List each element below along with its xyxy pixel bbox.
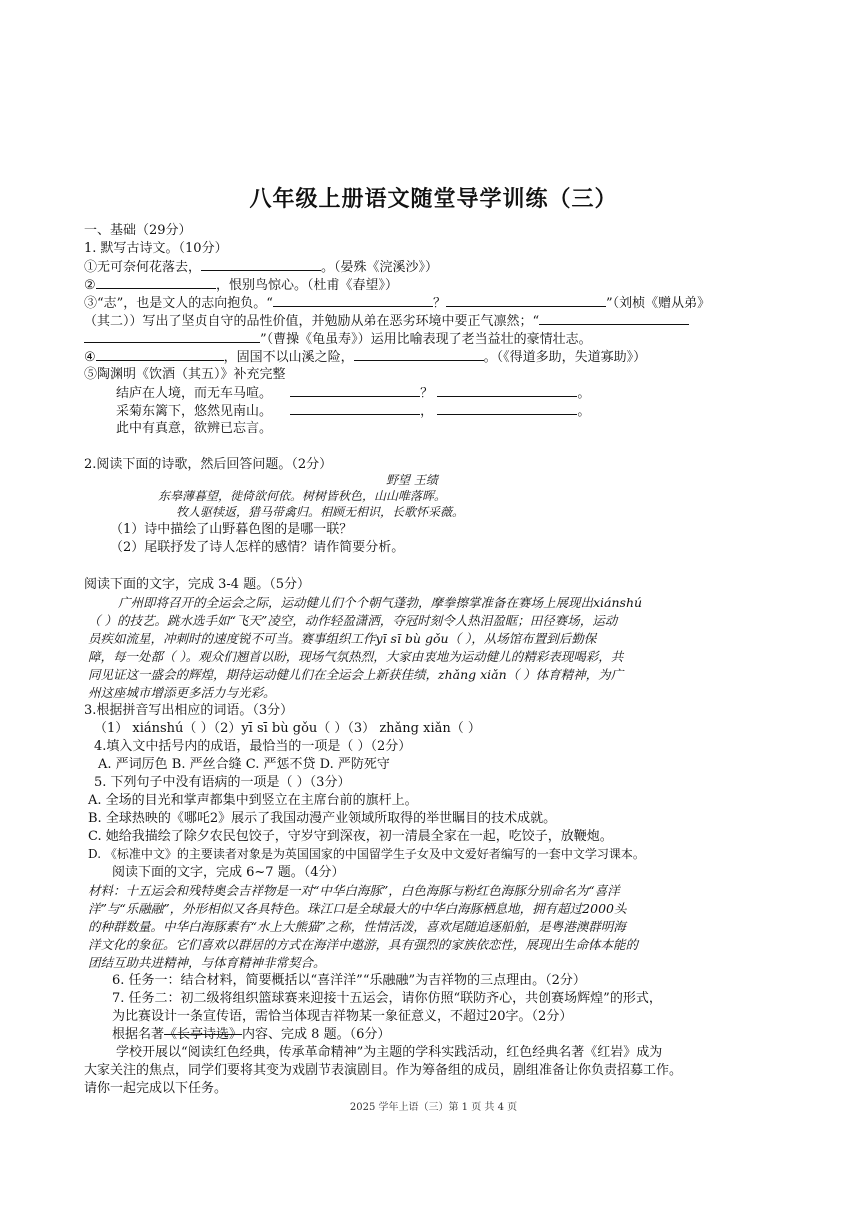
poem-line-1 — [116, 384, 590, 402]
q8-heading — [112, 1026, 390, 1043]
q1-line6-text-b: 。（《得道多助，失道寡助》） — [483, 350, 647, 365]
q8-paragraph-line: 大家关注的焦点，同学们要将其变为戏剧节表演剧目。作为筹备组的成员，剧组准备让你负责招募工作。 — [84, 1063, 683, 1078]
q1-line4 — [84, 312, 689, 330]
material-line: 材料：十五运会和残特奥会吉祥物是一对“中华白海豚”，白色海豚与粉红色海豚分别命名为“喜洋 — [88, 883, 620, 898]
poem-line-1-mark-a: ？ — [420, 386, 434, 401]
poem-line-2-text: 采菊东篱下，悠然见南山。 — [116, 404, 273, 419]
q1-line1-text-b: 。（晏殊《浣溪沙》） — [321, 260, 439, 275]
poem-line-2-mark-b: 。 — [577, 404, 591, 419]
q2-subquestion-2: （2）尾联抒发了诗人怎样的感情？请作简要分析。 — [110, 540, 405, 555]
material-line: 团结互助共进精神，与体育精神非常契合。 — [88, 955, 326, 970]
q1-line7: ⑤陶渊明《饮酒（其五）》补充完整 — [84, 367, 286, 382]
q8-paragraph-line: 请你一起完成以下任务。 — [84, 1081, 228, 1096]
material-line: 洋文化的象征。它们喜欢以群居的方式在海洋中遨游，具有强烈的家族依恋性，展现出生命体本能的 — [88, 937, 639, 952]
q1-line4-text: （其二））写出了坚贞自守的品性价值，并勉励从弟在恶劣环境中要正气凛然；“ — [84, 314, 540, 329]
q1-line2-text: ，恨别鸟惊心。（杜甫《春望》） — [216, 278, 399, 293]
answer-blank[interactable] — [96, 348, 224, 361]
q1-line1 — [84, 258, 438, 276]
answer-blank[interactable] — [437, 402, 577, 415]
poem-line-3: 此中有真意，欲辨已忘言。 — [116, 421, 273, 436]
q7-task-line2: 为比赛设计一条宣传语，需恰当体现吉祥物某一象征意义，不超过20字。（2分） — [112, 1009, 573, 1024]
q5-option-b: B. 全球热映的《哪吒2》展示了我国动漫产业领域所取得的举世瞩目的技术成就。 — [88, 811, 557, 826]
q6-task: 6. 任务一：结合材料，简要概括以“喜洋洋”“乐融融”为吉祥物的三点理由。（2分） — [112, 973, 586, 988]
q7-task-line1: 7. 任务二：初二级将组织篮球赛来迎接十五运会，请你仿照“联防齐心，共创赛场辉煌”的形式， — [112, 991, 662, 1006]
page-title: 八年级上册语文随堂导学训练（三） — [249, 187, 618, 212]
q8-heading-struck: 《长亭诗选》 — [164, 1027, 243, 1042]
material-line: 的种群数量。中华白海豚素有“水上大熊猫”之称，性情活泼，喜欢尾随追逐船舶，是粤港澳群明海 — [88, 919, 626, 934]
passage-line: 同见证这一盛会的辉煌，期待运动健儿们在全运会上新获佳绩，zhǎng xiǎn（ ）体育精神，为广 — [88, 667, 624, 682]
answer-blank[interactable] — [290, 384, 420, 397]
answer-blank[interactable] — [290, 402, 420, 415]
passage-line: 州这座城市增添更多活力与光彩。 — [88, 685, 276, 700]
poem-couplet-2: 牧人驱犊返，猎马带禽归。相顾无相识，长歌怀采薇。 — [176, 505, 465, 519]
q1-line3 — [84, 294, 710, 312]
reading-6-7-heading: 阅读下面的文字，完成 6~7 题。（4分） — [112, 865, 345, 880]
q3-items: （1） xiánshú（ ）（2）yī sī bù gǒu（ ）（3） zhǎng xiǎn（ ） — [94, 721, 481, 736]
passage-line: 广州即将召开的全运会之际，运动健儿们个个朝气蓬勃，摩拳擦掌准备在赛场上展现出xiánshú — [118, 595, 643, 610]
poem-couplet-1: 东皋薄暮望，徙倚欲何依。树树皆秋色，山山唯落晖。 — [158, 489, 447, 503]
q1-heading: 1. 默写古诗文。（10分） — [84, 241, 228, 256]
q1-line2 — [84, 276, 398, 294]
q1-line3-text-c: ”（刘桢《赠从弟》 — [605, 296, 711, 311]
q8-heading-b: 内容、完成 8 题。（6分） — [242, 1027, 391, 1042]
poem-line-1-mark-b: 。 — [577, 386, 591, 401]
q8-heading-a: 根据名著 — [112, 1027, 165, 1042]
passage-line: 员疾如流星，冲刺时的速度锐不可当。赛事组织工作yī sī bù gǒu（ ），从场馆布置到后勤保 — [88, 631, 597, 646]
q1-line3-text-b: ？ — [432, 296, 446, 311]
q1-line6-text-a: ，固国不以山溪之险， — [223, 350, 354, 365]
q4-heading: 4.填入文中括号内的成语，最恰当的一项是（ ）（2分） — [94, 739, 412, 754]
poem-line-2-mark-a: ， — [420, 404, 434, 419]
q4-options: A. 严词厉色 B. 严丝合缝 C. 严惩不贷 D. 严防死守 — [98, 757, 390, 772]
q2-subquestion-1: （1）诗中描绘了山野暮色图的是哪一联？ — [110, 522, 353, 537]
q1-line5 — [84, 330, 592, 348]
q1-line6 — [84, 348, 646, 366]
q8-paragraph-line: 学校开展以“阅读红色经典，传承革命精神”为主题的学科实践活动，红色经典名著《红岩》成为 — [116, 1045, 663, 1060]
answer-blank[interactable] — [354, 348, 484, 361]
reading-3-4-heading: 阅读下面的文字，完成 3-4 题。（5分） — [84, 577, 310, 592]
q1-line5-text: ”（曹操《龟虽寿》）运用比喻表现了老当益壮的豪情壮志。 — [260, 332, 592, 347]
poem-line-2 — [116, 402, 590, 420]
q5-option-a: A. 全场的目光和掌声都集中到竖立在主席台前的旗杆上。 — [88, 793, 418, 808]
answer-blank[interactable] — [446, 294, 606, 307]
q5-heading: 5. 下列句子中没有语病的一项是（ ）（3分） — [94, 775, 351, 790]
answer-blank[interactable] — [273, 294, 433, 307]
q5-option-c: C. 她给我描绘了除夕农民包饺子，守岁守到深夜，初一清晨全家在一起，吃饺子，放鞭炮。 — [88, 829, 613, 844]
section-basics-heading: 一、基础（29分） — [84, 223, 192, 238]
passage-line: 障，每一处都（ ）。观众们翘首以盼，现场气氛热烈，大家由衷地为运动健儿的精彩表现喝彩，共 — [88, 649, 624, 664]
q1-line1-text-a: ①无可奈何花落去， — [84, 260, 202, 275]
answer-blank[interactable] — [437, 384, 577, 397]
q1-line6-num: ④ — [84, 350, 96, 365]
q1-line3-text-a: ③“志”，也是文人的志向抱负。“ — [84, 296, 273, 311]
page-footer: 2025 学年上语（三）第 1 页 共 4 页 — [349, 1102, 518, 1113]
answer-blank[interactable] — [201, 258, 321, 271]
answer-blank[interactable] — [84, 330, 260, 343]
q2-heading: 2.阅读下面的诗歌，然后回答问题。（2分） — [84, 457, 333, 472]
q5-option-d: D. 《标准中文》的主要读者对象是为英国国家的中国留学生子女及中文爱好者编写的一套中文学习课本。 — [88, 847, 645, 861]
answer-blank[interactable] — [539, 312, 689, 325]
answer-blank[interactable] — [96, 276, 216, 289]
q3-heading: 3.根据拼音写出相应的词语。（3分） — [84, 703, 294, 718]
passage-line: （ ）的技艺。跳水选手如“飞天”凌空，动作轻盈潇洒，夺冠时刻令人热泪盈眶；田径赛场，运动 — [88, 613, 618, 628]
poem-line-1-text: 结庐在人境，而无车马喧。 — [116, 386, 273, 401]
q1-line2-num: ② — [84, 278, 96, 293]
poem-title: 野望 王绩 — [386, 473, 438, 487]
material-line: 洋”与“乐融融”，外形相似又各具特色。珠江口是全球最大的中华白海豚栖息地，拥有超过2000头 — [88, 901, 627, 916]
